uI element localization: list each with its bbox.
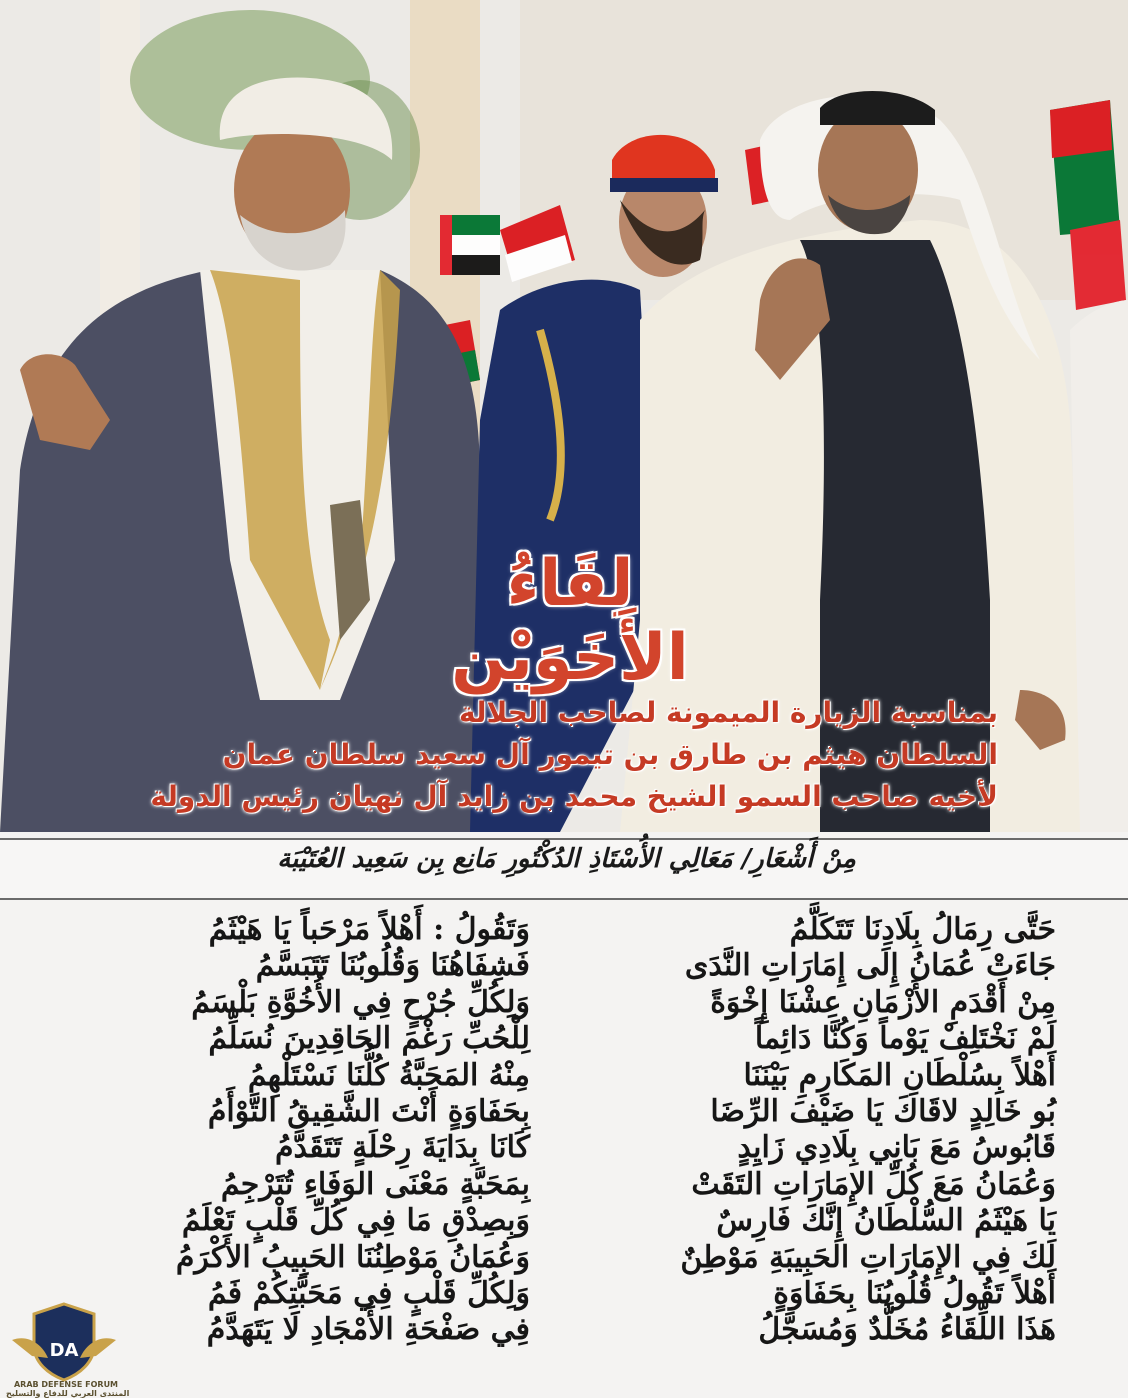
poem-verse: لَكَ فِي الإِمَارَاتِ الحَبِيبَةِ مَوْطِنٌ: [680, 1239, 1056, 1275]
poem-verse: بِحَفَاوَةٍ أَنْتَ الشَّقِيقُ التَّوْأَمُ: [207, 1094, 530, 1130]
svg-text:DA: DA: [49, 1340, 79, 1361]
occasion-caption: [150, 692, 998, 818]
poem-verse: فِي صَفْحَةِ الأَمْجَادِ لَا يَتَهَدَّمُ: [206, 1312, 530, 1348]
poem-verse: وَلِكُلِّ جُرْحٍ فِي الأُخُوَّةِ بَلْسَمُ: [191, 984, 530, 1020]
poem-verse: وَعُمَانُ مَوْطِنُنَا الحَبِيبُ الأَكْرَمُ: [175, 1239, 530, 1275]
forum-logo-icon: [8, 1300, 120, 1392]
poem-verse: لَمْ نَخْتَلِفْ يَوْماً وَكُنَّا دَائِماً: [754, 1021, 1056, 1057]
poem-verse: يَا هَيْثَمُ السُّلْطَانُ إِنَّكَ فَارِسٌ: [716, 1203, 1056, 1239]
forum-name: ARAB DEFENSE FORUM: [13, 1380, 119, 1389]
caption-line-3: لأخيه صاحب السمو الشيخ محمد بن زايد آل نهيان رئيس الدولة: [150, 780, 998, 813]
caption-line-1: بمناسبة الزيارة الميمونة لصاحب الجلالة: [459, 696, 998, 729]
poem-verse: حَتَّى رِمَالُ بِلَادِنَا تَتَكَلَّمُ: [789, 912, 1056, 947]
poem-verse: كَانَا بِدَايَةَ رِحْلَةٍ تَتَقَدَّمُ: [274, 1130, 530, 1166]
forum-subtitle: المنتدى العربي للدفاع والتسليح: [6, 1389, 130, 1398]
poem-verse: مِنْهُ المَحَبَّةُ كُلُّنَا نَسْتَلْهِمُ: [247, 1057, 530, 1093]
poem-verse: مِنْ أَقْدَمِ الأَزْمَانِ عِشْنَا إِخْوَةً: [710, 984, 1056, 1020]
poem-column-left: [60, 912, 530, 1382]
poem-verse: قَابُوسُ مَعَ بَانِي بِلَادِي زَايِدٍ: [737, 1130, 1056, 1166]
caption-line-2: السلطان هيثم بن طارق بن تيمور آل سعيد سلطان عمان: [222, 738, 998, 771]
poem-verse: هَذَا اللِّقَاءُ مُخَلَّدٌ وَمُسَجَّلُ: [758, 1312, 1056, 1348]
poem-column-right: [586, 912, 1056, 1382]
poem-verse: بِمَحَبَّةٍ مَعْنَى الوَفَاءِ تُتَرْجِمُ: [220, 1166, 530, 1202]
poem-verse: وَتَقُولُ : أَهْلاً مَرْحَباً يَا هَيْثَمُ: [208, 912, 530, 947]
poem-verse: لِلْحُبِّ رَغْمَ الحَاقِدِينَ نُسَلِّمُ: [208, 1021, 530, 1057]
poem-verse: وَلِكُلِّ قَلْبٍ فِي مَحَبَّتِكُمْ فَمُ: [207, 1276, 530, 1312]
poem-verse: أَهْلاً بِسُلْطَانِ المَكَارِمِ بَيْنَنَا: [743, 1057, 1056, 1093]
poem-verse: أَهْلاً تَقُولُ قُلُوبُنَا بِحَفَاوَةٍ: [773, 1276, 1056, 1312]
page-title: لِقَاءُ الأَخَوَيْن: [451, 547, 689, 695]
poem-verse: فَشِفَاهُنَا وَقُلُوبُنَا تَتَبَسَّمُ: [255, 948, 530, 984]
poem-verse: جَاءَتْ عُمَانُ إِلَى إِمَارَاتِ النَّدَى: [684, 948, 1056, 984]
poem-verse: بُو خَالِدٍ لاقَاكَ يَا ضَيْفَ الرِّضَا: [710, 1094, 1056, 1130]
poem-verse: وَعُمَانُ مَعَ كُلِّ الإِمَارَاتِ التَقَتْ: [691, 1166, 1056, 1202]
poem-verse: وَبِصِدْقِ مَا فِي كُلِّ قَلْبٍ تَعْلَمُ: [181, 1203, 530, 1239]
forum-logo-text: [6, 1380, 130, 1398]
poem-author-byline: مِنْ أَشْعَارِ/ مَعَالِي الأُسْتَاذِ الدُكْتُورِ مَانِع بِن سَعِيد العُتَيْبَة: [277, 844, 856, 874]
